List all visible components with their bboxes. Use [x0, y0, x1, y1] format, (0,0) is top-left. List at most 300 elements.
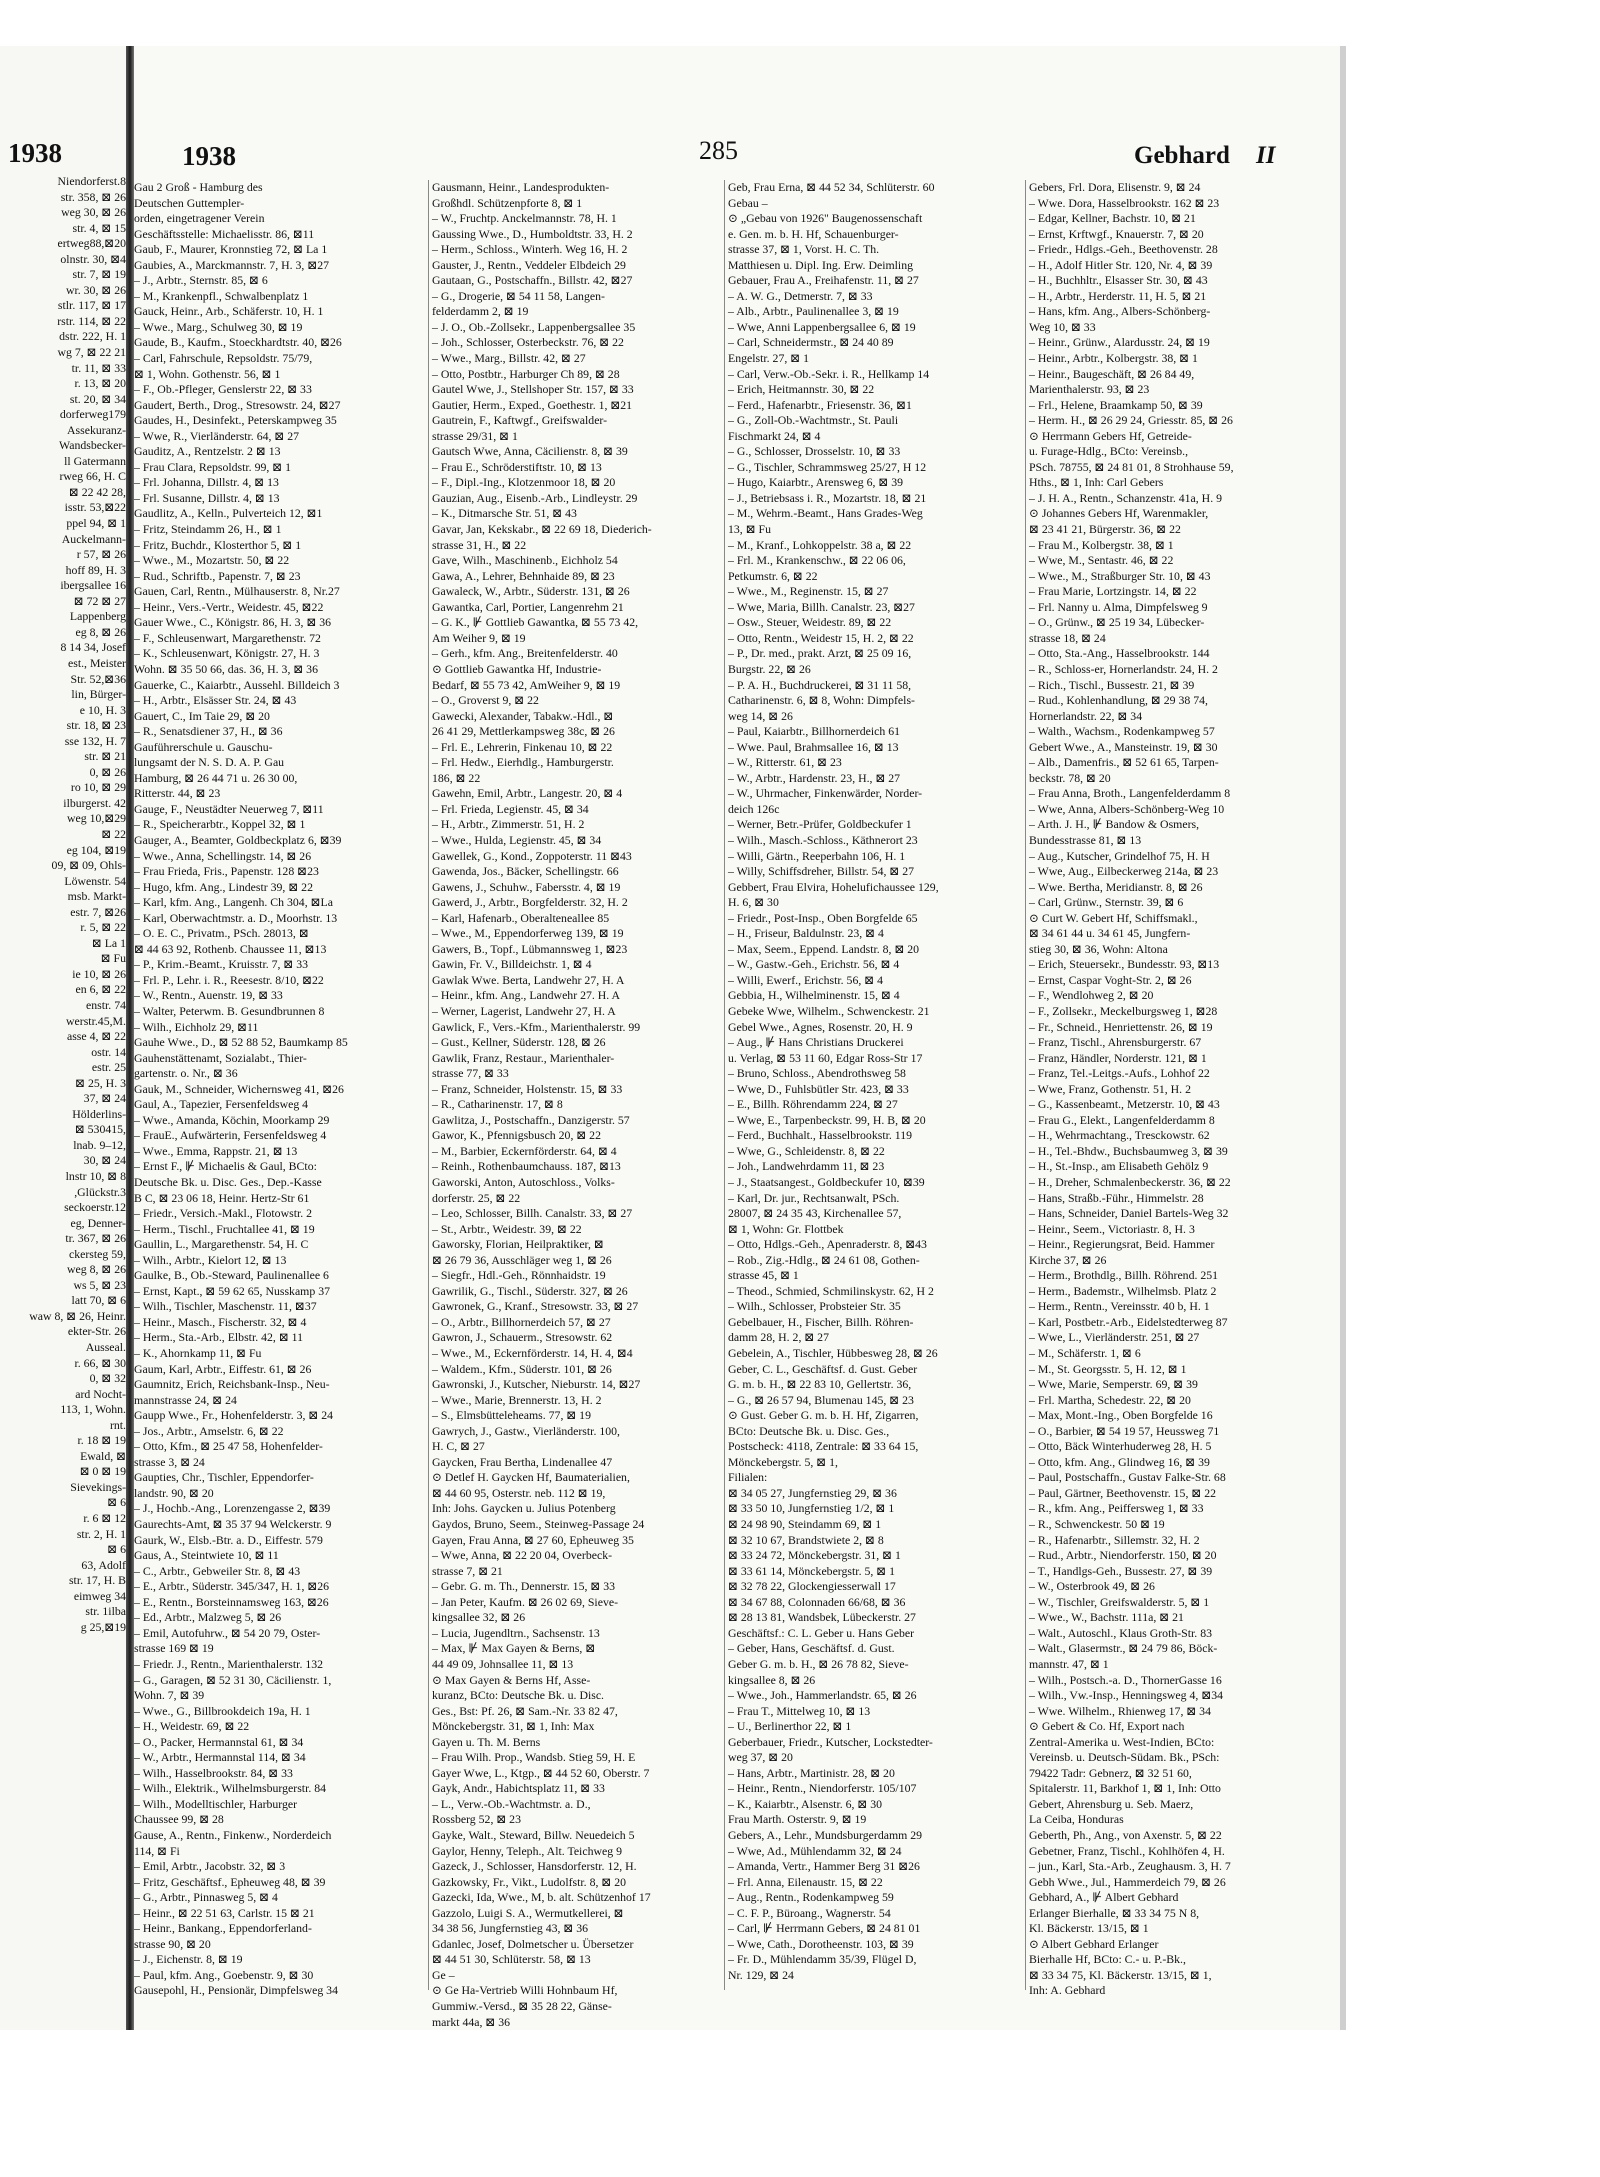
directory-entry-line: Geschäftsstelle: Michaelisstr. 86, ⊠11 [134, 226, 315, 241]
directory-entry-line: – Erich, Steuersekr., Bundesstr. 93, ⊠13 [1029, 957, 1220, 972]
previous-page-fragment-line: eimweg 34 [73, 1588, 126, 1603]
directory-entry-line: – M., Kranf., Lohkoppelstr. 38 a, ⊠ 22 [728, 537, 912, 552]
directory-entry-line: – Max, Seem., Eppend. Landstr. 8, ⊠ 20 [728, 941, 920, 956]
directory-entry-line: – P., Krim.-Beamt., Kruisstr. 7, ⊠ 33 [134, 957, 309, 972]
directory-entry-line: – E., Arbtr., Süderstr. 345/347, H. 1, ⊠26 [134, 1579, 330, 1594]
previous-page-fragment-line: ie 10, ⊠ 26 [72, 966, 126, 981]
column-rule [1025, 180, 1026, 1990]
previous-page-fragment-line: ⊠ 72 ⊠ 27 [73, 593, 126, 608]
directory-entry-line: Gau 2 Groß - Hamburg des [134, 180, 263, 194]
directory-entry-line: – Willi, Gärtn., Reeperbahn 106, H. 1 [728, 848, 906, 863]
directory-entry-line: H. 6, ⊠ 30 [728, 895, 779, 910]
previous-page-fragment-line: ,Glückstr.3 [74, 1184, 126, 1199]
directory-entry-line: ⊠ 28 13 81, Wandsbek, Lübeckerstr. 27 [728, 1610, 916, 1625]
directory-entry-line: Gawin, Fr. V., Billdeichstr. 1, ⊠ 4 [432, 957, 592, 972]
previous-page-fragment-line: asse 4, ⊠ 22 [66, 1029, 126, 1044]
directory-entry-line: – Jos., Arbtr., Amselstr. 6, ⊠ 22 [134, 1423, 284, 1438]
directory-entry-line: Gauführerschule u. Gauschu- [134, 739, 273, 754]
directory-entry-line: Gebert, Ahrensburg u. Seb. Maerz, [1029, 1796, 1194, 1811]
directory-entry-line: – Wwe. Dora, Hasselbrookstr. 162 ⊠ 23 [1029, 195, 1220, 210]
directory-entry-line: Geb, Frau Erna, ⊠ 44 52 34, Schlüterstr. 60 [728, 180, 935, 194]
previous-page-fragment-line: est., Meister [68, 655, 126, 670]
directory-entry-line: – O., Groverst 9, ⊠ 22 [432, 693, 539, 708]
directory-entry-line: – Herm., Rentn., Vereinsstr. 40 b, H. 1 [1029, 1299, 1210, 1314]
directory-entry-line: – G., ⊠ 26 57 94, Blumenau 145, ⊠ 23 [728, 1392, 914, 1407]
directory-entry-line: – Siegfr., Hdl.-Geh., Rönnhaidstr. 19 [432, 1268, 606, 1283]
directory-entry-line: – Herm., Tischl., Fruchtallee 41, ⊠ 19 [134, 1221, 315, 1236]
directory-entry-line: – Wwe, Marie, Semperstr. 69, ⊠ 39 [1029, 1377, 1198, 1392]
directory-entry-line: – Franz, Schneider, Holstenstr. 15, ⊠ 33 [432, 1081, 623, 1096]
directory-entry-line: – Heinr., kfm. Ang., Landwehr 27. H. A [432, 988, 621, 1003]
directory-entry-line: ⊠ 33 24 72, Mönckebergstr. 31, ⊠ 1 [728, 1548, 901, 1563]
directory-entry-line: – R., Hafenarbtr., Sillemstr. 32, H. 2 [1029, 1532, 1200, 1547]
previous-page-fragment-line: r. 18 ⊠ 19 [77, 1433, 126, 1448]
directory-entry-line: Weg 10, ⊠ 33 [1029, 319, 1096, 334]
directory-entry-line: Großhdl. Schützenpforte 8, ⊠ 1 [432, 195, 583, 210]
directory-entry-line: Ge – [432, 1967, 455, 1982]
directory-entry-line: Filialen: [728, 1470, 768, 1485]
directory-entry-line: landstr. 90, ⊠ 20 [134, 1485, 214, 1500]
directory-entry-line: – Gebr. G. m. Th., Dennerstr. 15, ⊠ 33 [432, 1579, 615, 1594]
directory-entry-line: – A. W. G., Detmerstr. 7, ⊠ 33 [728, 288, 873, 303]
directory-entry-line: – K., Ahornkamp 11, ⊠ Fu [134, 1346, 262, 1361]
directory-entry-line: Inh: Johs. Gaycken u. Julius Potenberg [432, 1501, 616, 1516]
directory-entry-line: – Heinr., Regierungsrat, Beid. Hammer [1029, 1237, 1215, 1252]
directory-entry-line: – Frau E., Schröderstiftstr. 10, ⊠ 13 [432, 459, 602, 474]
directory-entry-line: – Otto, kfm. Ang., Glindweg 16, ⊠ 39 [1029, 1454, 1210, 1469]
previous-page-fragment-line: Niendorferst.8 [57, 174, 126, 188]
directory-entry-line: – F., Schleusenwart, Margarethenstr. 72 [134, 630, 321, 645]
directory-entry-line: – Frl. Anna, Eilenaustr. 15, ⊠ 22 [728, 1874, 883, 1889]
directory-entry-line: Gaylor, Henny, Teleph., Alt. Teichweg 9 [432, 1843, 622, 1858]
directory-entry-line: – Gerh., kfm. Ang., Breitenfelderstr. 40 [432, 646, 618, 661]
previous-page-fragment-line: rstr. 114, ⊠ 22 [57, 313, 126, 328]
directory-entry-line: ⊙ Detlef H. Gaycken Hf, Baumaterialien, [432, 1470, 630, 1485]
directory-entry-line: H. C, ⊠ 27 [432, 1439, 485, 1454]
directory-entry-line: ⊠ 44 63 92, Rothenb. Chaussee 11, ⊠13 [134, 941, 327, 956]
directory-entry-line: – Frau Anna, Broth., Langenfelderdamm 8 [1029, 786, 1231, 801]
directory-entry-line: – Franz, Tel.-Leitgs.-Aufs., Lohhof 22 [1029, 1066, 1210, 1081]
directory-entry-line: Spitalerstr. 11, Barkhof 1, ⊠ 1, Inh: Otto [1029, 1781, 1221, 1796]
directory-entry-line: – Wwe., M., Reginenstr. 15, ⊠ 27 [728, 584, 889, 599]
directory-entry-line: Gaude, B., Kaufm., Stoeckhardtstr. 40, ⊠26 [134, 335, 342, 350]
previous-page-fragment-line: dstr. 222, H. 1 [59, 329, 126, 344]
directory-entry-line: – H., Tel.-Bhdw., Buchsbaumweg 3, ⊠ 39 [1029, 1143, 1228, 1158]
directory-entry-line: – K., Ditmarsche Str. 51, ⊠ 43 [432, 506, 577, 521]
directory-entry-line: ⊙ Gottlieb Gawantka Hf, Industrie- [432, 661, 602, 676]
directory-entry-line: Gause, A., Rentn., Finkenw., Norderdeich [134, 1827, 332, 1842]
directory-entry-line: – Max, ⊮ Max Gayen & Berns, ⊠ [432, 1641, 596, 1656]
directory-entry-line: weg 37, ⊠ 20 [728, 1750, 793, 1765]
directory-entry-line: – Frau Marie, Lortzingstr. 14, ⊠ 22 [1029, 584, 1197, 599]
directory-entry-line: – Ernst, Krftwgf., Knauerstr. 7, ⊠ 20 [1029, 226, 1204, 241]
directory-entry-line: – M., Barbier, Eckernförderstr. 64, ⊠ 4 [432, 1143, 617, 1158]
directory-entry-line: – H., Adolf Hitler Str. 120, Nr. 4, ⊠ 39 [1029, 257, 1213, 272]
directory-column-2 [432, 180, 722, 2029]
previous-page-fragment-line: latt 70, ⊠ 6 [71, 1293, 126, 1308]
directory-entry-line: – Wwe., Marg., Billstr. 42, ⊠ 27 [432, 351, 586, 366]
directory-entry-line: – Carl, Schneidermstr., ⊠ 24 40 89 [728, 335, 894, 350]
directory-entry-line: – J. O., Ob.-Zollsekr., Lappenbergsallee 35 [432, 319, 636, 334]
directory-entry-line: – Frl. P., Lehr. i. R., Reesestr. 8/10, ⊠22 [134, 972, 324, 987]
directory-entry-line: – Wilh., Modelltischler, Harburger [134, 1796, 298, 1811]
directory-entry-line: Petkumstr. 6, ⊠ 22 [728, 568, 818, 583]
directory-entry-line: – Carl, Fahrschule, Repsoldstr. 75/79, [134, 351, 313, 366]
previous-page-fragment-line: ⊠ 22 [101, 826, 126, 841]
directory-entry-line: – Wwe, Anni Lappenbergsallee 6, ⊠ 19 [728, 319, 916, 334]
directory-entry-line: Gaupties, Chr., Tischler, Eppendorfer- [134, 1470, 314, 1485]
directory-entry-line: – Emil, Autofuhrw., ⊠ 54 20 79, Oster- [134, 1625, 321, 1640]
directory-entry-line: ⊙ Johannes Gebers Hf, Warenmakler, [1029, 506, 1209, 521]
previous-page-fragment-line: e 10, H. 3 [79, 702, 126, 717]
directory-entry-line: Mönckebergstr. 5, ⊠ 1, [728, 1454, 838, 1469]
directory-entry-line: – Frau Wilh. Prop., Wandsb. Stieg 59, H. E [432, 1750, 636, 1765]
directory-entry-line: Geschäftsf.: C. L. Geber u. Hans Geber [728, 1625, 915, 1640]
previous-page-fragment-line: ⊠ 25, H. 3 [75, 1075, 126, 1090]
directory-entry-line: – Wilh., Eichholz 29, ⊠11 [134, 1019, 259, 1034]
directory-entry-line: – Wwe, Franz, Gothenstr. 51, H. 2 [1029, 1081, 1191, 1096]
directory-entry-line: – Heinr., Seem., Victoriastr. 8, H. 3 [1029, 1221, 1195, 1236]
directory-entry-line: u. Verlag, ⊠ 53 11 60, Edgar Ross-Str 17 [728, 1050, 923, 1065]
directory-entry-line: – F., Wendlohweg 2, ⊠ 20 [1029, 988, 1154, 1003]
directory-entry-line: – W., Uhrmacher, Finkenwärder, Norder- [728, 786, 923, 801]
directory-entry-line: Gaulke, B., Ob.-Steward, Paulinenallee 6 [134, 1268, 329, 1283]
directory-column-3 [728, 180, 1022, 1990]
directory-entry-line: kingsallee 32, ⊠ 26 [432, 1610, 526, 1625]
directory-entry-line: – Reinh., Rothenbaumchauss. 187, ⊠13 [432, 1159, 621, 1174]
directory-entry-line: 186, ⊠ 22 [432, 770, 481, 785]
directory-entry-line: – Erich, Heitmannstr. 30, ⊠ 22 [728, 382, 875, 397]
directory-entry-line: – Heinr., Arbtr., Kolbergstr. 38, ⊠ 1 [1029, 351, 1198, 366]
directory-entry-line: Gautsch Wwe, Anna, Cäcilienstr. 8, ⊠ 39 [432, 444, 628, 459]
directory-entry-line: – Otto, Rentn., Weidestr 15, H. 2, ⊠ 22 [728, 630, 914, 645]
directory-entry-line: – Wwe., M., Mozartstr. 50, ⊠ 22 [134, 553, 290, 568]
directory-entry-line: Gebau – [728, 195, 768, 210]
directory-entry-line: ⊠ 34 61 44 u. 34 61 45, Jungfern- [1029, 926, 1191, 941]
directory-entry-line: – Willi, Ewerf., Erichstr. 56, ⊠ 4 [728, 972, 883, 987]
directory-entry-line: – R., Schloss-er, Hornerlandstr. 24, H. 2 [1029, 661, 1218, 676]
directory-entry-line: – Willy, Schiffsdreher, Billstr. 54, ⊠ 27 [728, 864, 914, 879]
directory-entry-line: – Hans, Schneider, Daniel Bartels-Weg 32 [1029, 1206, 1229, 1221]
directory-entry-line: Gaworsky, Florian, Heilpraktiker, ⊠ [432, 1237, 604, 1252]
directory-entry-line: – Max, Mont.-Ing., Oben Borgfelde 16 [1029, 1408, 1213, 1423]
previous-page-fragment-line: 8 14 34, Josef [60, 640, 126, 655]
previous-page-fragment-line: olnstr. 30, ⊠4 [60, 251, 126, 266]
directory-entry-line: – Wilh., Elektrik., Wilhelmsburgerstr. 84 [134, 1781, 327, 1796]
directory-entry-line: – F., Ob.-Pfleger, Genslerstr 22, ⊠ 33 [134, 382, 312, 397]
directory-entry-line: Gaworski, Anton, Autoschloss., Volks- [432, 1175, 615, 1189]
previous-page-fragment-line: weg 10,⊠29 [66, 811, 126, 826]
directory-entry-line: Gawehn, Emil, Arbtr., Langestr. 20, ⊠ 4 [432, 786, 623, 801]
directory-entry-line: Gawor, K., Pfennigsbusch 20, ⊠ 22 [432, 1128, 601, 1143]
directory-entry-line: Gauhenstättenamt, Sozialabt., Thier- [134, 1050, 307, 1065]
directory-entry-line: – Karl, Oberwachtmstr. a. D., Moorhstr. 13 [134, 910, 338, 925]
directory-entry-line: Frau Marth. Osterstr. 9, ⊠ 19 [728, 1812, 867, 1827]
directory-entry-line: – Walt., Glasermstr., ⊠ 24 79 86, Böck- [1029, 1641, 1218, 1656]
column-rule [428, 180, 429, 1990]
directory-entry-line: Gebetner, Franz, Tischl., Kohlhöfen 4, H. [1029, 1843, 1225, 1858]
directory-entry-line: 114, ⊠ Fi [134, 1843, 180, 1858]
directory-entry-line: ⊠ 1, Wohn. Gothenstr. 56, ⊠ 1 [134, 366, 281, 381]
directory-entry-line: – G., Drogerie, ⊠ 54 11 58, Langen- [432, 288, 605, 303]
directory-entry-line: – Wwe., M., Straßburger Str. 10, ⊠ 43 [1029, 568, 1211, 583]
directory-entry-line: – M., Wehrm.-Beamt., Hans Grades-Weg [728, 506, 923, 521]
previous-page-fragment-line: ppel 94, ⊠ 1 [66, 516, 126, 531]
directory-entry-line: Gebeke Wwe, Wilhelm., Schwenckestr. 21 [728, 1003, 930, 1018]
directory-entry-line: strasse 7, ⊠ 21 [432, 1563, 503, 1578]
directory-entry-line: Gaum, Karl, Arbtr., Eiffestr. 61, ⊠ 26 [134, 1361, 312, 1376]
directory-entry-line: B C, ⊠ 23 06 18, Heinr. Hertz-Str 61 [134, 1190, 310, 1205]
directory-entry-line: – Walter, Peterwm. B. Gesundbrunnen 8 [134, 1003, 325, 1018]
directory-entry-line: – Geber, Hans, Geschäftsf. d. Gust. [728, 1641, 895, 1656]
directory-entry-line: – Wwe, R., Vierländerstr. 64, ⊠ 27 [134, 428, 300, 443]
directory-entry-line: Gawlick, F., Vers.-Kfm., Marienthalerstr. 99 [432, 1019, 641, 1034]
directory-entry-line: Gayk, Andr., Habichtsplatz 11, ⊠ 33 [432, 1781, 605, 1796]
directory-entry-line: Rossberg 52, ⊠ 23 [432, 1812, 521, 1827]
directory-entry-line: – Rob., Zig.-Hdlg., ⊠ 24 61 08, Gothen- [728, 1252, 920, 1267]
previous-page-fragment-line: 113, 1, Wohn. [60, 1402, 126, 1417]
directory-entry-line: Gaub, F., Maurer, Kronnstieg 72, ⊠ La 1 [134, 242, 328, 257]
directory-entry-line: Gebers, Frl. Dora, Elisenstr. 9, ⊠ 24 [1029, 180, 1201, 194]
directory-entry-line: – W., Osterbrook 49, ⊠ 26 [1029, 1579, 1155, 1594]
previous-page-fragment-line: Ausseal. [85, 1340, 126, 1355]
previous-page-fragment-line: ⊠ 6 [107, 1542, 126, 1557]
directory-entry-line: orden, eingetragener Verein [134, 211, 265, 226]
directory-entry-line: – Paul, kfm. Ang., Goebenstr. 9, ⊠ 30 [134, 1967, 314, 1982]
directory-entry-line: Gaurk, W., Elsb.-Btr. a. D., Eiffestr. 579 [134, 1532, 323, 1547]
directory-entry-line: Gawronski, J., Kutscher, Nieburstr. 14, ⊠27 [432, 1377, 641, 1392]
directory-entry-line: – Wilh., Masch.-Schloss., Käthnerort 23 [728, 832, 918, 847]
directory-entry-line: – Frau Clara, Repsoldstr. 99, ⊠ 1 [134, 459, 292, 474]
directory-entry-line: – Friedr., Hdlgs.-Geh., Beethovenstr. 28 [1029, 242, 1218, 257]
directory-entry-line: ⊠ 33 50 10, Jungfernstieg 1/2, ⊠ 1 [728, 1501, 895, 1516]
previous-page-fragment-line: 63, Adolf [81, 1557, 126, 1572]
directory-entry-line: gartenstr. o. Nr., ⊠ 36 [134, 1066, 238, 1081]
directory-entry-line: – P., Dr. med., prakt. Arzt, ⊠ 25 09 16, [728, 646, 912, 661]
directory-entry-line: – W., Arbtr., Hardenstr. 23, H., ⊠ 27 [728, 770, 901, 785]
directory-entry-line: stieg 30, ⊠ 36, Wohn: Altona [1029, 941, 1168, 956]
directory-entry-line: Gauzian, Aug., Eisenb.-Arb., Lindleystr. 29 [432, 490, 638, 505]
directory-entry-line: – R., Schwenckestr. 50 ⊠ 19 [1029, 1517, 1165, 1532]
directory-entry-line: Gummiw.-Versd., ⊠ 35 28 22, Gänse- [432, 1998, 612, 2013]
directory-entry-line: – Jan Peter, Kaufm. ⊠ 26 02 69, Sieve- [432, 1594, 619, 1609]
directory-entry-line: u. Furage-Hdlg., BCto: Vereinsb., [1029, 444, 1189, 459]
directory-entry-line: – Wwe., Marie, Brennerstr. 13, H. 2 [432, 1392, 602, 1407]
directory-entry-line: Ges., Bst: Pf. 26, ⊠ Sam.-Nr. 33 82 47, [432, 1703, 618, 1718]
directory-entry-line: – Frl. Martha, Schedestr. 22, ⊠ 20 [1029, 1392, 1191, 1407]
previous-page-fragment-line: ⊠ Fu [100, 951, 126, 966]
directory-entry-line: – Wilh., Hasselbrookstr. 84, ⊠ 33 [134, 1765, 293, 1780]
directory-entry-line: Gauck, Heinr., Arb., Schäferstr. 10, H. 1 [134, 304, 324, 319]
directory-entry-line: – Herm., Sta.-Arb., Elbstr. 42, ⊠ 11 [134, 1330, 304, 1345]
directory-entry-line: – Frau M., Kolbergstr. 38, ⊠ 1 [1029, 537, 1174, 552]
directory-entry-line: – F., Zollsekr., Meckelburgsweg 1, ⊠28 [1029, 1003, 1218, 1018]
directory-entry-line: – Wwe., Marg., Schulweg 30, ⊠ 19 [134, 319, 303, 334]
directory-entry-line: – Aug., ⊮ Hans Christians Druckerei [728, 1035, 904, 1050]
directory-entry-line: – Herm., Bademstr., Wilhelmsb. Platz 2 [1029, 1283, 1217, 1298]
directory-entry-line: Gaus, A., Steintwiete 10, ⊠ 11 [134, 1548, 279, 1563]
directory-entry-line: Deutsche Bk. u. Disc. Ges., Dep.-Kasse [134, 1175, 322, 1189]
directory-entry-line: – Wilh., Vw.-Insp., Henningsweg 4, ⊠34 [1029, 1688, 1223, 1703]
directory-entry-line: Gazkowsky, Fr., Vikt., Ludolfstr. 8, ⊠ 20 [432, 1874, 626, 1889]
directory-entry-line: – Wwe., M., Eppendorferweg 139, ⊠ 19 [432, 926, 624, 941]
directory-entry-line: – G., Kassenbeamt., Metzerstr. 10, ⊠ 43 [1029, 1097, 1220, 1112]
directory-entry-line: Gayer Wwe, L., Ktgp., ⊠ 44 52 60, Oberstr. 7 [432, 1765, 650, 1780]
directory-entry-line: – W., Rentn., Auenstr. 19, ⊠ 33 [134, 988, 283, 1003]
previous-page-fragment-line: ll Gatermann [64, 453, 126, 468]
scan-top-margin [0, 0, 1600, 46]
directory-entry-line: – F., Dipl.-Ing., Klotzenmoor 18, ⊠ 20 [432, 475, 616, 490]
previous-page-fragment-line: Sievekings- [70, 1479, 126, 1494]
directory-entry-line: – Alb., Damenfris., ⊠ 52 61 65, Tarpen- [1029, 755, 1219, 770]
previous-page-fragment-line: str. 7, ⊠ 19 [72, 267, 126, 282]
directory-entry-line: ⊙ Max Gayen & Berns Hf, Asse- [432, 1672, 591, 1687]
directory-entry-line: – Paul, Postschaffn., Gustav Falke-Str. 68 [1029, 1470, 1226, 1485]
directory-entry-line: ⊙ Albert Gebhard Erlanger [1029, 1936, 1159, 1951]
directory-entry-line: – Friedr. J., Rentn., Marienthalerstr. 132 [134, 1656, 324, 1671]
previous-page-fragment-line: Wandsbecker- [59, 438, 126, 453]
directory-entry-line: – H., Dreher, Schmalenbeckerstr. 36, ⊠ 22 [1029, 1175, 1231, 1189]
previous-page-fragment-line: ibergsallee 16 [60, 578, 126, 593]
directory-entry-line: Gaussing Wwe., D., Humboldtstr. 33, H. 2 [432, 226, 633, 241]
directory-entry-line: ⊠ 26 79 36, Ausschläger weg 1, ⊠ 26 [432, 1252, 612, 1267]
directory-entry-line: – W., Fruchtp. Anckelmannstr. 78, H. 1 [432, 211, 617, 226]
directory-entry-line: – Heinr., Rentn., Niendorferstr. 105/107 [728, 1781, 917, 1796]
directory-entry-line: – G., Garagen, ⊠ 52 31 30, Cäcilienstr. 1, [134, 1672, 332, 1687]
directory-entry-line: strasse 18, ⊠ 24 [1029, 630, 1106, 645]
directory-entry-line: PSch. 78755, ⊠ 24 81 01, 8 Strohhause 59, [1029, 459, 1234, 474]
directory-entry-line: Bedarf, ⊠ 55 73 42, AmWeiher 9, ⊠ 19 [432, 677, 621, 692]
running-head: Gebhard [1134, 142, 1230, 169]
directory-entry-line: Matthiesen u. Dipl. Ing. Erw. Deimling [728, 257, 914, 272]
previous-page-column [2, 174, 126, 1635]
directory-entry-line: – Wwe., W., Bachstr. 111a, ⊠ 21 [1029, 1610, 1184, 1625]
directory-entry-line: – Herm., Brothdlg., Billh. Röhrend. 251 [1029, 1268, 1219, 1283]
directory-entry-line: Gavar, Jan, Kekskabr., ⊠ 22 69 18, Diederich- [432, 522, 652, 537]
previous-page-year: 1938 [8, 138, 62, 168]
directory-entry-line: – Osw., Steuer, Weidestr. 89, ⊠ 22 [728, 615, 892, 630]
directory-entry-line: Gaullin, L., Margarethenstr. 54, H. C [134, 1237, 309, 1252]
directory-column-4 [1029, 180, 1329, 1998]
directory-entry-line: – Karl, Postbetr.-Arb., Eidelstedterweg 87 [1029, 1314, 1228, 1329]
directory-entry-line: – Aug., Rentn., Rodenkampweg 59 [728, 1890, 894, 1905]
directory-entry-line: – E., Rentn., Borsteinnamsweg 163, ⊠26 [134, 1594, 329, 1609]
directory-entry-line: ⊙ Curt W. Gebert Hf, Schiffsmakl., [1029, 910, 1198, 925]
directory-entry-line: Gebh Wwe., Jul., Hammerdeich 79, ⊠ 26 [1029, 1874, 1226, 1889]
directory-entry-line: Geberbauer, Friedr., Kutscher, Lockstedter- [728, 1734, 933, 1749]
directory-entry-line: Wohn. 7, ⊠ 39 [134, 1688, 205, 1703]
directory-entry-line: – H., Buchhltr., Elsasser Str. 30, ⊠ 43 [1029, 273, 1208, 288]
directory-entry-line: – Frau Frieda, Fris., Papenstr. 128 ⊠23 [134, 864, 319, 879]
directory-entry-line: – Paul, Gärtner, Beethovenstr. 15, ⊠ 22 [1029, 1485, 1216, 1500]
directory-entry-line: – J., Staatsangest., Goldbeckufer 10, ⊠39 [728, 1175, 925, 1189]
directory-entry-line: – M., Schäferstr. 1, ⊠ 6 [1029, 1346, 1141, 1361]
page-number: 285 [699, 136, 738, 165]
directory-entry-line: ⊠ 34 67 88, Colonnaden 66/68, ⊠ 36 [728, 1594, 906, 1609]
directory-entry-line: – R., kfm. Ang., Peiffersweg 1, ⊠ 33 [1029, 1501, 1204, 1516]
directory-entry-line: – Frl. E., Lehrerin, Finkenau 10, ⊠ 22 [432, 739, 613, 754]
directory-entry-line: – Amanda, Vertr., Hammer Berg 31 ⊠26 [728, 1859, 920, 1874]
volume-number: II [1256, 142, 1276, 169]
directory-entry-line: – Friedr., Versich.-Makl., Flotowstr. 2 [134, 1206, 313, 1221]
directory-entry-line: Gaurechts-Amt, ⊠ 35 37 94 Welckerstr. 9 [134, 1517, 332, 1532]
directory-entry-line: – Ernst, Kapt., ⊠ 59 62 65, Nusskamp 37 [134, 1283, 331, 1298]
directory-entry-line: – C., Arbtr., Gebweiler Str. 8, ⊠ 43 [134, 1563, 301, 1578]
directory-entry-line: Gaycken, Frau Bertha, Lindenallee 47 [432, 1454, 613, 1469]
directory-entry-line: strasse 45, ⊠ 1 [728, 1268, 799, 1283]
directory-entry-line: – M., Krankenpfl., Schwalbenplatz 1 [134, 288, 309, 303]
previous-page-fragment-line: ⊠ La 1 [91, 935, 126, 950]
directory-entry-line: Gauhe Wwe., D., ⊠ 52 88 52, Baumkamp 85 [134, 1035, 348, 1050]
directory-entry-line: – Karl, kfm. Ang., Langenh. Ch 304, ⊠La [134, 895, 333, 910]
previous-page-fragment-line: ⊠ 6 [107, 1495, 126, 1510]
directory-entry-line: – Ernst, Caspar Voght-Str. 2, ⊠ 26 [1029, 972, 1192, 987]
directory-entry-line: – Wwe, M., Sentastr. 46, ⊠ 22 [1029, 553, 1174, 568]
previous-page-fragment-line: lnab. 9–12, [73, 1137, 126, 1152]
directory-entry-line: Gausmann, Heinr., Landesprodukten- [432, 180, 610, 194]
previous-page-fragment-line: estr. 7, ⊠26 [70, 904, 126, 919]
directory-entry-line: Gawenda, Jos., Bäcker, Schellingstr. 66 [432, 864, 619, 879]
directory-entry-line: Gaudert, Berth., Drog., Stresowstr. 24, ⊠27 [134, 397, 341, 412]
previous-page-fragment-line: ckersteg 59, [69, 1246, 126, 1261]
directory-entry-line: Geber G. m. b. H., ⊠ 26 78 82, Sieve- [728, 1656, 909, 1671]
directory-entry-line: felderdamm 2, ⊠ 19 [432, 304, 529, 319]
directory-entry-line: ⊠ 33 34 75, Kl. Bäckerstr. 13/15, ⊠ 1, [1029, 1967, 1212, 1982]
directory-entry-line: – Otto, Postbtr., Harburger Ch 89, ⊠ 28 [432, 366, 620, 381]
previous-page-fragment-line: ⊠ 22 42 28, [68, 484, 126, 499]
directory-entry-line: strasse 90, ⊠ 20 [134, 1936, 211, 1951]
directory-entry-line: – L., Verw.-Ob.-Wachtmstr. a. D., [432, 1796, 591, 1811]
previous-page-fragment-line: str. 17, H. B [68, 1573, 126, 1588]
directory-entry-line: – St., Arbtr., Weidestr. 39, ⊠ 22 [432, 1221, 582, 1236]
directory-entry-line: – O., Grünw., ⊠ 25 19 34, Lübecker- [1029, 615, 1205, 630]
directory-entry-line: Gawellek, G., Kond., Zoppoterstr. 11 ⊠43 [432, 848, 632, 863]
directory-entry-line: – Wilh., Tischler, Maschenstr. 11, ⊠37 [134, 1299, 317, 1314]
directory-entry-line: – Heinr., ⊠ 22 51 63, Carlstr. 15 ⊠ 21 [134, 1905, 315, 1920]
directory-entry-line: Gazzolo, Luigi S. A., Wermutkellerei, ⊠ [432, 1905, 624, 1920]
directory-entry-line: – O., Arbtr., Billhornerdeich 57, ⊠ 27 [432, 1314, 611, 1329]
directory-entry-line: Nr. 129, ⊠ 24 [728, 1967, 794, 1982]
directory-entry-line: – Carl, Grünw., Sternstr. 39, ⊠ 6 [1029, 895, 1184, 910]
directory-entry-line: – Arth. J. H., ⊮ Bandow & Osmers, [1029, 817, 1200, 832]
directory-entry-line: – Wwe, Maria, Billh. Canalstr. 23, ⊠27 [728, 599, 915, 614]
previous-page-fragment-line: wg 7, ⊠ 22 21 [57, 345, 126, 360]
directory-entry-line: – O., Barbier, ⊠ 54 19 57, Heussweg 71 [1029, 1423, 1220, 1438]
directory-entry-line: Gazeck, J., Schlosser, Hansdorferstr. 12, H. [432, 1859, 637, 1874]
directory-entry-line: – Karl, Dr. jur., Rechtsanwalt, PSch. [728, 1190, 900, 1205]
directory-entry-line: – Wwe, D., Fuhlsbütler Str. 423, ⊠ 33 [728, 1081, 909, 1096]
directory-entry-line: strasse 3, ⊠ 24 [134, 1454, 205, 1469]
directory-entry-line: – Hans, kfm. Ang., Albers-Schönberg- [1029, 304, 1211, 319]
previous-page-fragment-line: stlr. 117, ⊠ 17 [57, 298, 126, 313]
directory-entry-line: Gautel Wwe, J., Stellshoper Str. 157, ⊠ 33 [432, 382, 634, 397]
directory-entry-line: – J., Betriebsass i. R., Mozartstr. 18, ⊠ 21 [728, 490, 927, 505]
previous-page-fragment-line: eg 104, ⊠19 [66, 842, 126, 857]
directory-entry-line: strasse 37, ⊠ 1, Vorst. H. C. Th. [728, 242, 880, 257]
previous-page-fragment-line: sse 132, H. 7 [64, 733, 126, 748]
directory-entry-line: – J., Arbtr., Sternstr. 85, ⊠ 6 [134, 273, 268, 288]
directory-entry-line: – Wwe, L., Vierländerstr. 251, ⊠ 27 [1029, 1330, 1200, 1345]
directory-entry-line: – U., Berlinerthor 22, ⊠ 1 [728, 1719, 852, 1734]
directory-entry-line: ⊠ 33 61 14, Mönckebergstr. 5, ⊠ 1 [728, 1563, 895, 1578]
previous-page-fragment [0, 46, 128, 2030]
directory-entry-line: – G., Zoll-Ob.-Wachtmstr., St. Pauli [728, 413, 899, 428]
directory-entry-line: Zentral-Amerika u. West-Indien, BCto: [1029, 1734, 1215, 1749]
directory-entry-line: Gawlik, Franz, Restaur., Marienthaler- [432, 1050, 615, 1065]
directory-entry-line: 44 49 09, Johnsallee 11, ⊠ 13 [432, 1656, 574, 1671]
previous-page-fragment-line: Löwenstr. 54 [64, 873, 126, 888]
directory-entry-line: – Emil, Arbtr., Jacobstr. 32, ⊠ 3 [134, 1859, 286, 1874]
